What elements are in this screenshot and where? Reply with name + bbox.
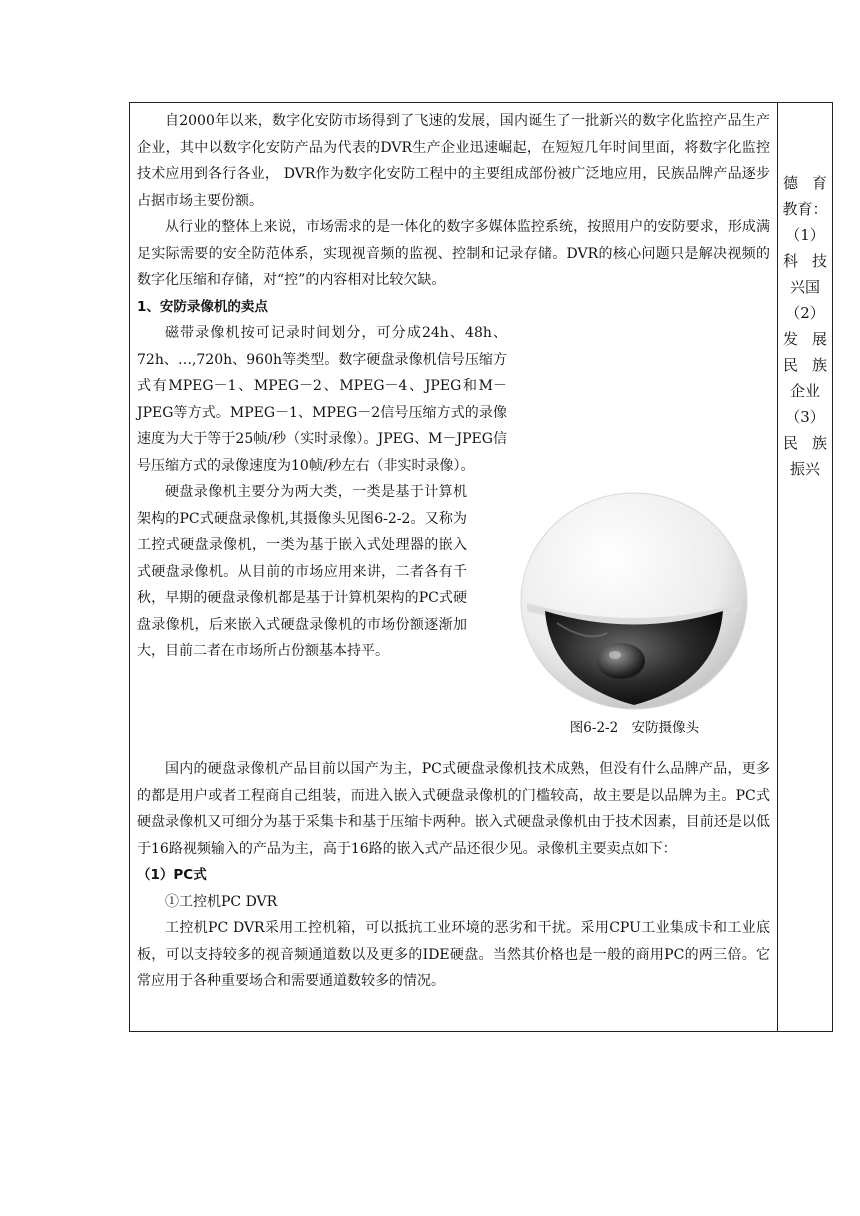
paragraph-dvr-types: 硬盘录像机主要分为两大类，一类是基于计算机架构的PC式硬盘录像机,其摄像头见图6-2-2。又称为工控式硬盘录像机，一类为基于嵌入式处理器的嵌入式硬盘录像机。从目前的市场应用来讲，二者各有千秋，早期的硬盘录像机都是基于计算机架构的PC式硬盘录像机，后来嵌入式硬盘录像机的市场份额逐渐加大，目前二者在市场所占份额基本持平。 xyxy=(137,484,467,659)
side-line: （3） xyxy=(785,408,825,426)
side-line: 民 族 xyxy=(783,356,827,374)
side-line: 教育： xyxy=(782,200,828,218)
item-industrial-pc-dvr: ①工控机PC DVR xyxy=(165,893,278,910)
paragraph-market-demand: 从行业的整体上来说，市场需求的是一体化的数字多媒体监控系统，按照用户的安防要求，形成满足实际需要的安全防范体系，实现视音频的监视、控制和记录存储。DVR的核心问题只是解决视频的数字化压缩和存储，对“控”的内容相对比较欠缺。 xyxy=(137,219,770,288)
side-column-moral-education xyxy=(781,170,829,482)
main-content xyxy=(137,108,770,995)
section-heading: 1、安防录像机的卖点 xyxy=(137,298,268,315)
figure-caption: 图6-2-2 安防摄像头 xyxy=(569,720,700,736)
figure xyxy=(497,479,772,756)
side-line: 兴国 xyxy=(789,278,820,296)
dome-camera-image xyxy=(517,483,752,713)
side-line: 民 族 xyxy=(783,434,827,452)
side-line: 振兴 xyxy=(789,460,820,478)
subheading-pc: （1）PC式 xyxy=(137,867,207,883)
side-line: 企业 xyxy=(789,382,820,400)
paragraph-tape-recorder: 磁带录像机按可记录时间划分，可分成24h、48h、72h、…,720h、960h等类型。数字硬盘录像机信号压缩方式有MPEG－1、MPEG－2、MPEG－4、JPEG和M－JPEG等方式。MPEG－1、MPEG－2信号压缩方式的录像速度为大于等于25帧/秒（实时录像）。JPEG、M－JPEG信号压缩方式的录像速度为10帧/秒左右（非实时录像）。 xyxy=(137,325,507,474)
paragraph-industrial-pc: 工控机PC DVR采用工控机箱，可以抵抗工业环境的恶劣和干扰。采用CPU工业集成卡和工业底板，可以支持较多的视音频通道数以及更多的IDE硬盘。当然其价格也是一般的商用PC的两三倍。它常应用于各种重要场合和需要通道数较多的情况。 xyxy=(137,920,770,989)
paragraph-intro: 自2000年以来，数字化安防市场得到了飞速的发展，国内诞生了一批新兴的数字化监控产品生产企业，其中以数字化安防产品为代表的DVR生产企业迅速崛起，在短短几年时间里面，将数字化监控技术应用到各行各业， DVR作为数字化安防工程中的主要组成部份被广泛地应用，民族品牌产品逐步占据市场主要份额。 xyxy=(137,113,770,209)
side-line: 德 育 xyxy=(783,174,827,192)
wrap-zone xyxy=(137,479,770,756)
side-line: 发 展 xyxy=(783,330,827,348)
side-line: 科 技 xyxy=(783,252,827,270)
side-line: （1） xyxy=(785,226,825,244)
column-divider xyxy=(777,102,778,1032)
side-line: （2） xyxy=(785,304,825,322)
paragraph-domestic-products: 国内的硬盘录像机产品目前以国产为主，PC式硬盘录像机技术成熟，但没有什么品牌产品，更多的都是用户或者工程商自己组装，而进入嵌入式硬盘录像机的门槛较高，故主要是以品牌为主。PC式硬盘录像机又可细分为基于采集卡和基于压缩卡两种。嵌入式硬盘录像机由于技术因素，目前还是以低于16路视频输入的产品为主，高于16路的嵌入式产品还很少见。录像机主要卖点如下： xyxy=(137,761,770,857)
